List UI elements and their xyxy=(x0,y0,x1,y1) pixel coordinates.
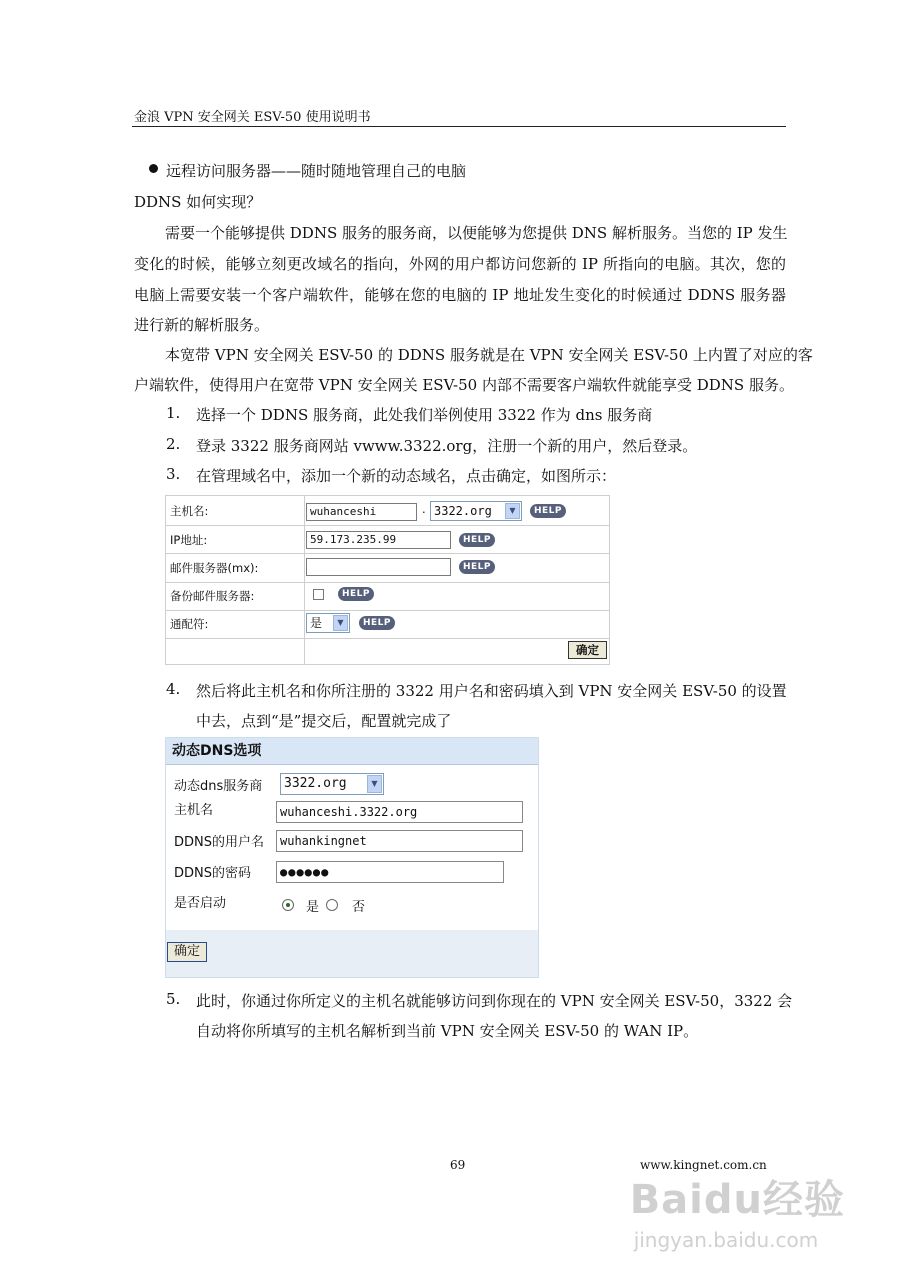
step5-line2: 自动将你所填写的主机名解析到当前 VPN 安全网关 ESV-50 的 WAN IP。 xyxy=(196,1022,699,1040)
backup-mx-checkbox[interactable] xyxy=(313,589,324,600)
domain-select[interactable] xyxy=(430,501,522,521)
help-icon[interactable]: HELP xyxy=(338,587,374,601)
step4-line2: 中去，点到“是”提交后，配置就完成了 xyxy=(196,712,452,730)
step4-number: 4. xyxy=(166,680,181,698)
backup-mx-label: 备份邮件服务器: xyxy=(170,589,255,603)
help-icon[interactable]: HELP xyxy=(530,504,566,518)
step1-number: 1. xyxy=(166,404,181,422)
watermark-url: jingyan.baidu.com xyxy=(633,1228,819,1252)
baidu-watermark xyxy=(629,1168,845,1252)
enable-yes-label: 是 xyxy=(306,900,320,915)
step2-number: 2. xyxy=(166,435,181,453)
host-label: 主机名 xyxy=(174,803,214,818)
hostname-label: 主机名: xyxy=(170,504,209,518)
enable-yes-radio[interactable] xyxy=(282,899,294,911)
provider-select-value: 3322.org xyxy=(284,776,347,791)
help-icon[interactable]: HELP xyxy=(359,616,395,630)
bullet-text: 远程访问服务器——随时随地管理自己的电脑 xyxy=(166,162,467,180)
chevron-down-icon: ▼ xyxy=(333,615,348,631)
ddns-panel-title: 动态DNS选项 xyxy=(166,738,538,765)
ip-label: IP地址: xyxy=(170,533,208,547)
step5-number: 5. xyxy=(166,990,181,1008)
enable-label: 是否启动 xyxy=(174,896,227,911)
ip-input[interactable]: 59.173.235.99 xyxy=(306,531,451,549)
host-input[interactable]: wuhanceshi.3322.org xyxy=(276,801,523,823)
password-input[interactable]: ●●●●●● xyxy=(276,861,504,883)
hostname-input[interactable]: wuhanceshi xyxy=(306,503,417,521)
page-number: 69 xyxy=(450,1158,466,1172)
wildcard-select-value: 是 xyxy=(310,616,323,630)
mx-label: 邮件服务器(mx): xyxy=(170,561,259,575)
para2-line2: 户端软件，使得用户在宽带 VPN 安全网关 ESV-50 内部不需要客户端软件就能享受 DDNS 服务。 xyxy=(134,376,794,394)
header-divider xyxy=(132,126,786,127)
enable-no-label: 否 xyxy=(352,900,366,915)
domain-select-value: 3322.org xyxy=(434,504,492,518)
bullet-icon xyxy=(149,164,158,173)
mx-input[interactable] xyxy=(306,558,451,576)
watermark-brand: Baidu经验 xyxy=(629,1177,845,1223)
wildcard-label: 通配符: xyxy=(170,617,209,631)
step2-text: 登录 3322 服务商网站 vwww.3322.org，注册一个新的用户，然后登录。 xyxy=(196,437,698,455)
provider-select[interactable] xyxy=(280,773,384,795)
domain-dot: . xyxy=(422,502,426,516)
para1-line1: 需要一个能够提供 DDNS 服务的服务商，以便能够为您提供 DNS 解析服务。当您的 IP 发生 xyxy=(165,224,788,242)
domain-form-screenshot xyxy=(165,495,610,665)
step5-line1: 此时，你通过你所定义的主机名就能够访问到你现在的 VPN 安全网关 ESV-50，3322 会 xyxy=(196,992,793,1010)
para1-line3: 电脑上需要安装一个客户端软件，能够在您的电脑的 IP 地址发生变化的时候通过 DDNS 服务器 xyxy=(134,286,786,304)
wildcard-select[interactable] xyxy=(306,613,350,633)
confirm-button[interactable]: 确定 xyxy=(167,942,207,962)
para1-line2: 变化的时候，能够立刻更改域名的指向，外网的用户都访问您新的 IP 所指向的电脑。其次，您的 xyxy=(134,255,786,273)
chevron-down-icon: ▼ xyxy=(505,503,520,519)
step1-text: 选择一个 DDNS 服务商，此处我们举例使用 3322 作为 dns 服务商 xyxy=(196,406,653,424)
question-heading: DDNS 如何实现？ xyxy=(134,193,262,211)
password-label: DDNS的密码 xyxy=(174,866,251,881)
provider-label: 动态dns服务商 xyxy=(174,779,263,794)
document-header-title: 金浪 VPN 安全网关 ESV-50 使用说明书 xyxy=(134,110,371,125)
step4-line1: 然后将此主机名和你所注册的 3322 用户名和密码填入到 VPN 安全网关 ESV-50 的设置 xyxy=(196,682,787,700)
form-footer-band xyxy=(166,930,538,977)
para1-line4: 进行新的解析服务。 xyxy=(134,316,270,334)
para2-line1: 本宽带 VPN 安全网关 ESV-50 的 DDNS 服务就是在 VPN 安全网关 ESV-50 上内置了对应的客 xyxy=(165,346,813,364)
step3-number: 3. xyxy=(166,465,181,483)
help-icon[interactable]: HELP xyxy=(459,533,495,547)
chevron-down-icon: ▼ xyxy=(367,775,382,793)
user-input[interactable]: wuhankingnet xyxy=(276,830,523,852)
help-icon[interactable]: HELP xyxy=(459,560,495,574)
user-label: DDNS的用户名 xyxy=(174,835,264,850)
confirm-button[interactable]: 确定 xyxy=(568,641,607,659)
enable-no-radio[interactable] xyxy=(326,899,338,911)
footer-website: www.kingnet.com.cn xyxy=(640,1158,767,1172)
ddns-options-screenshot xyxy=(165,737,539,978)
step3-text: 在管理域名中，添加一个新的动态域名，点击确定，如图所示： xyxy=(196,467,617,485)
